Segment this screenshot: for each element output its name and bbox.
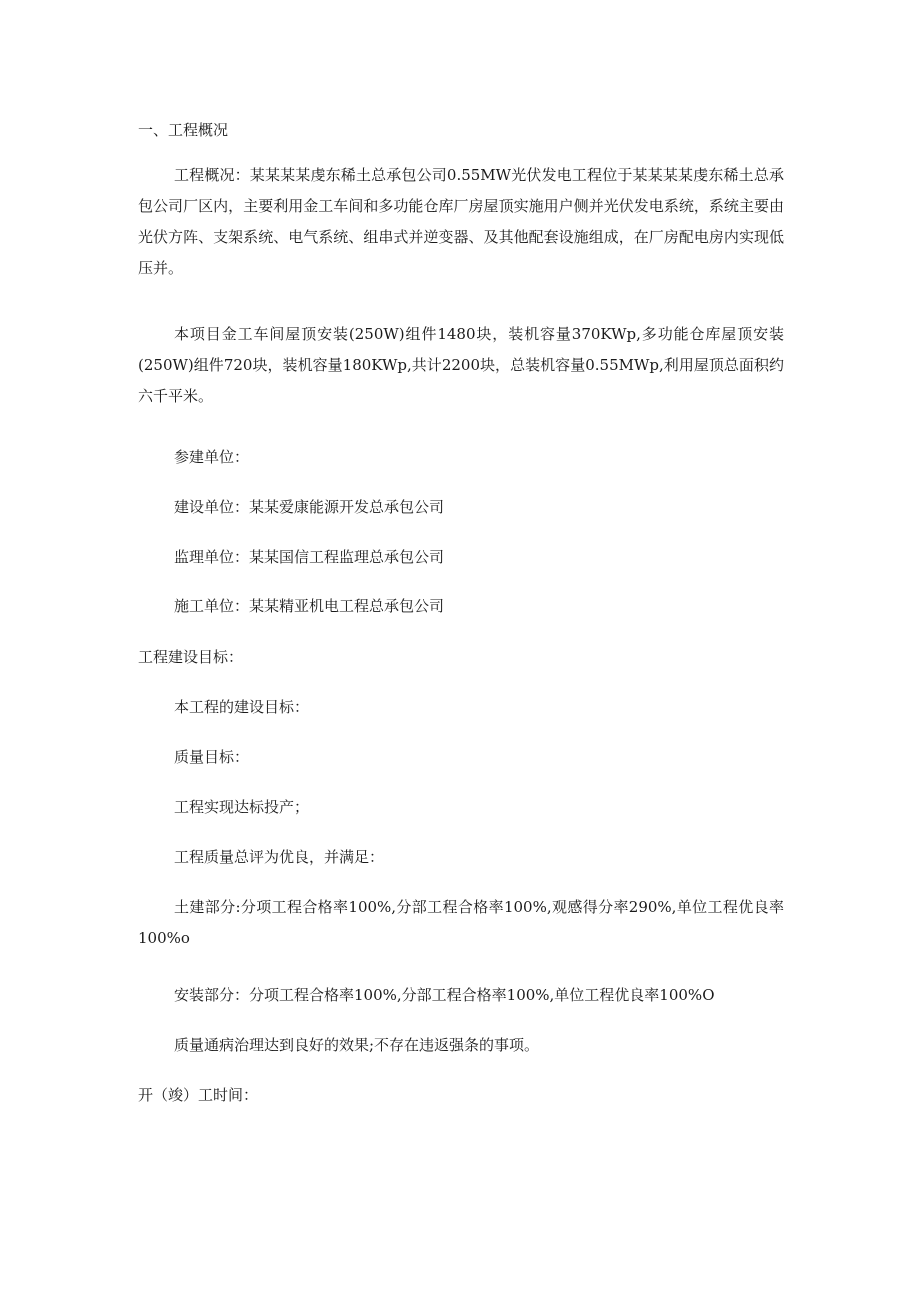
goals-intro: 本工程的建设目标： [174,698,310,716]
install-line: 安装部分：分项工程合格率100%,分部工程合格率100%,单位工程优良率100%O [174,986,715,1004]
participants-label: 参建单位： [174,448,250,466]
supervisor-line: 监理单位：某某国信工程监理总承包公司 [174,548,445,566]
goals-heading: 工程建设目标： [138,648,244,666]
defects-line: 质量通病治理达到良好的效果;不存在违返强条的事项。 [174,1036,540,1054]
capacity-paragraph: 本项目金工车间屋顶安装(250W)组件1480块，装机容量370KWp,多功能仓库屋顶安装(250W)组件720块，装机容量180KWp,共计2200块，总装机容量0.55MWp,利用屋顶总面积约六千平米。 [138,325,784,405]
quality-line-2: 工程质量总评为优良，并满足： [174,848,385,866]
overview-paragraph: 工程概况：某某某某虔东稀土总承包公司0.55MW光伏发电工程位于某某某某虔东稀土总承包公司厂区内，主要利用金工车间和多功能仓库厂房屋顶实施用户侧并光伏发电系统，系统主要由光伏方阵、支架系统、电气系统、组串式并逆变器、及其他配套设施组成，在厂房配电房内实现低压并。 [138,166,784,277]
quality-line-1: 工程实现达标投产； [174,798,310,816]
section-heading: 一、工程概况 [138,121,229,139]
builder-line: 建设单位：某某爱康能源开发总承包公司 [174,498,445,516]
contractor-line: 施工单位：某某精亚机电工程总承包公司 [174,597,445,615]
civil-paragraph: 土建部分:分项工程合格率100%,分部工程合格率100%,观感得分率290%,单位工程优良率100%o [138,898,784,947]
schedule-heading: 开（竣）工时间： [138,1086,259,1104]
quality-label: 质量目标： [174,748,250,766]
